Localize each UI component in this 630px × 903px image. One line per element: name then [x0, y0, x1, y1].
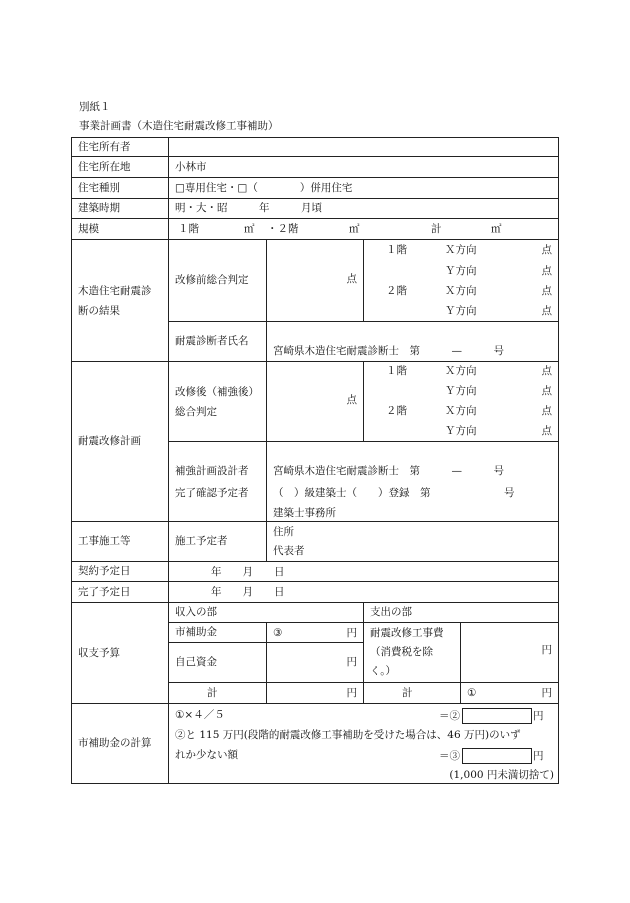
subsidy-field[interactable]: ③ 円 [267, 623, 364, 643]
row-plan [72, 362, 559, 442]
row-calc [72, 704, 559, 784]
plan-floor-scores[interactable]: １階 Ｘ方向 点 Ｙ方向 点 ２階 Ｘ方向 点 Ｙ方向 点 [364, 362, 559, 442]
construction-label: 工事施工等 [72, 522, 169, 562]
expense-item-label: 耐震改修工事費 （消費税を除 く。） [364, 623, 461, 683]
complete-date-label: 完了予定日 [72, 582, 169, 603]
contract-date-label: 契約予定日 [72, 562, 169, 582]
owner-field[interactable] [169, 138, 559, 157]
location-label: 住宅所在地 [72, 157, 169, 178]
expense-total-label: 計 [364, 683, 461, 704]
calc-label: 市補助金の計算 [72, 704, 169, 784]
type-label: 住宅種別 [72, 178, 169, 199]
contract-date-field[interactable]: 年 月 日 [169, 562, 559, 582]
complete-date-field[interactable]: 年 月 日 [169, 582, 559, 603]
diagnosis-label: 木造住宅耐震診 断の結果 [72, 240, 169, 362]
own-funds-label: 自己資金 [169, 643, 267, 683]
income-total-label: 計 [169, 683, 267, 704]
row-scale [72, 219, 559, 240]
plan-judgement-label: 改修後（補強後） 総合判定 [169, 362, 267, 442]
scale-label: 規模 [72, 219, 169, 240]
expense-head: 支出の部 [364, 603, 559, 623]
contractor-label: 施工予定者 [169, 522, 267, 562]
diagnosis-floor-scores[interactable]: １階 Ｘ方向 点 Ｙ方向 点 ２階 Ｘ方向 点 Ｙ方向 点 [364, 240, 559, 322]
row-type [72, 178, 559, 199]
diagnosis-judgement-label: 改修前総合判定 [169, 240, 267, 322]
row-diagnosis [72, 240, 559, 322]
own-funds-field[interactable]: 円 [267, 643, 364, 683]
row-complete-date [72, 582, 559, 603]
budget-label: 収支予算 [72, 603, 169, 704]
expense-amount-field[interactable]: 円 [461, 623, 559, 683]
expense-total-field[interactable]: ① 円 [461, 683, 559, 704]
subsidy-label: 市補助金 [169, 623, 267, 643]
row-built [72, 199, 559, 219]
income-total-field[interactable]: 円 [267, 683, 364, 704]
income-head: 収入の部 [169, 603, 364, 623]
type-field[interactable]: □専用住宅・□（ ）併用住宅 [169, 178, 559, 199]
location-field[interactable]: 小林市 [169, 157, 559, 178]
document-title: 事業計画書（木造住宅耐震改修工事補助） [79, 120, 279, 132]
inspector-field[interactable]: 宮崎県木造住宅耐震診断士 第 — 号 [267, 322, 559, 362]
diagnosis-score-field[interactable]: 点 [267, 240, 364, 322]
subsidy-calc-box-2[interactable] [462, 708, 532, 724]
inspector-label: 耐震診断者氏名 [169, 322, 267, 362]
row-location [72, 157, 559, 178]
project-plan-form [71, 137, 559, 784]
row-budget-head [72, 603, 559, 623]
owner-label: 住宅所有者 [72, 138, 169, 157]
scale-field[interactable]: １階 ㎡ ・２階 ㎡ 計 ㎡ [169, 219, 559, 240]
built-label: 建築時期 [72, 199, 169, 219]
plan-label: 耐震改修計画 [72, 362, 169, 522]
row-construction [72, 522, 559, 562]
row-contract-date [72, 562, 559, 582]
built-field[interactable]: 明・大・昭 年 月頃 [169, 199, 559, 219]
designer-field[interactable]: 宮崎県木造住宅耐震診断士 第 — 号 （ ）級建築士（ ）登録 第 号 建築士事務所 [267, 442, 559, 522]
subsidy-calc-box-3[interactable] [462, 748, 532, 764]
calc-field: ①×４／５ ＝② 円 ②と 115 万円(段階的耐震改修工事補助を受けた場合は、46 万円)のいず れか少ない額 ＝③ 円 (1,000 円未満切捨て) [169, 704, 559, 784]
plan-score-field[interactable]: 点 [267, 362, 364, 442]
designer-label: 補強計画設計者 完了確認予定者 [169, 442, 267, 522]
attachment-label: 別紙１ [79, 101, 111, 113]
row-owner [72, 138, 559, 157]
contractor-field[interactable]: 住所 代表者 [267, 522, 559, 562]
